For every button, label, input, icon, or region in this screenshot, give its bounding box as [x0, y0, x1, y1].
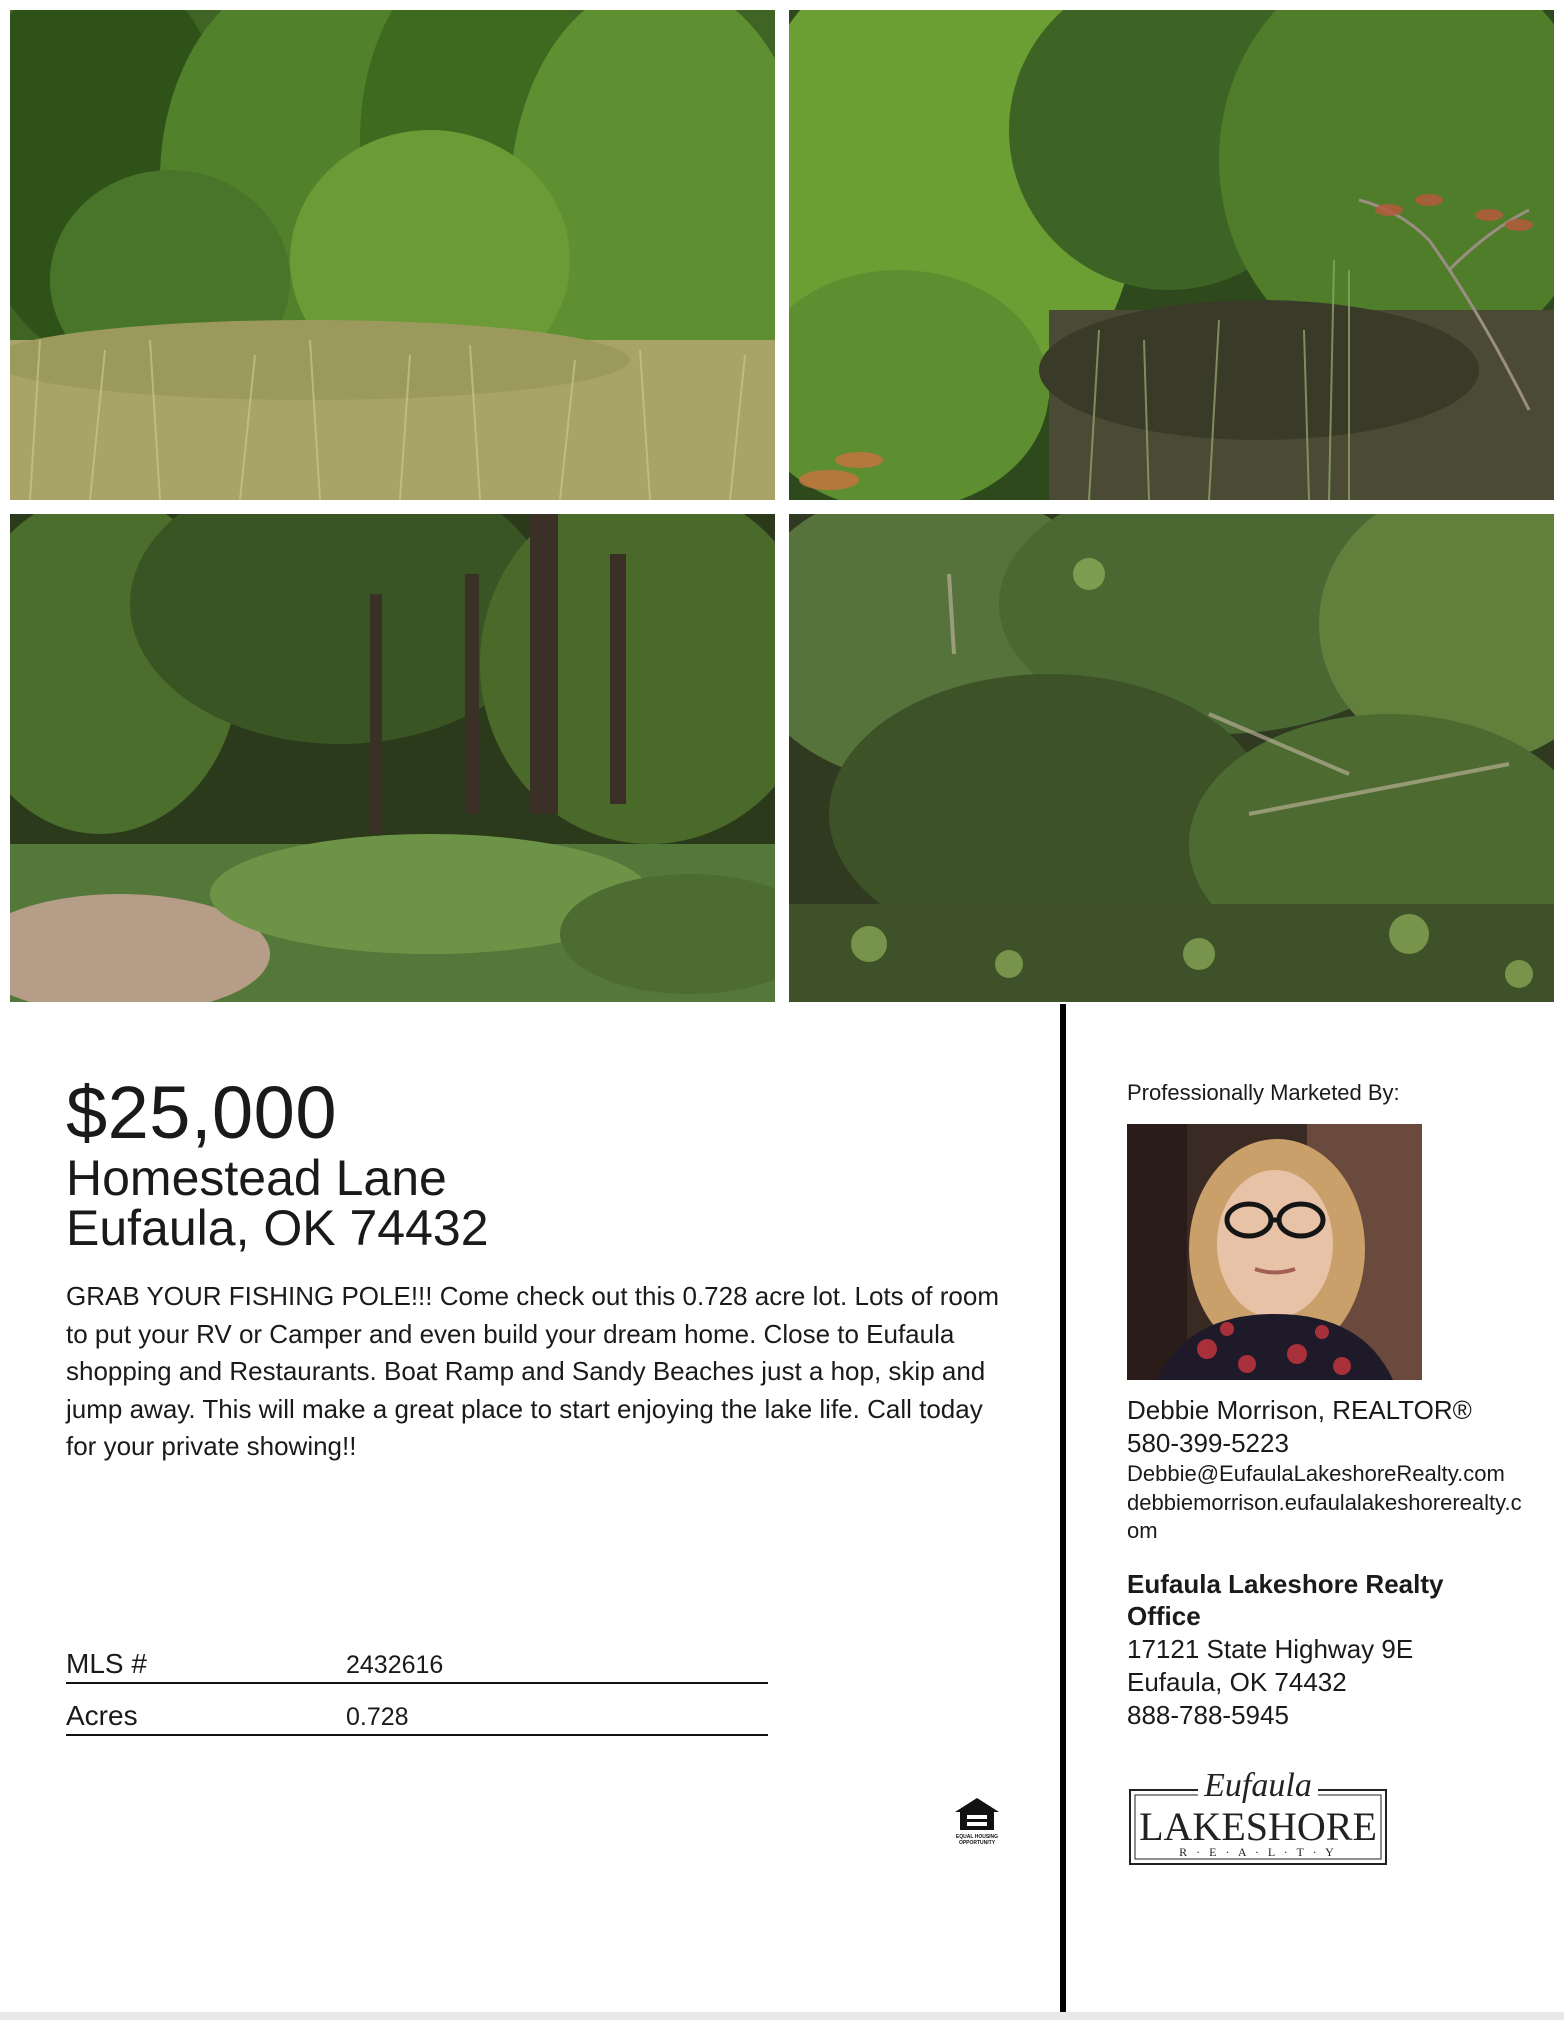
brokerage-logo — [1128, 1758, 1388, 1868]
property-photo-4 — [789, 514, 1554, 1002]
equal-housing-opportunity-icon — [952, 1796, 1002, 1846]
logo-script: Eufaula — [1204, 1767, 1312, 1804]
listing-price: $25,000 — [66, 1071, 337, 1154]
property-photo-3 — [10, 514, 775, 1002]
address-street: Homestead Lane — [66, 1150, 447, 1206]
fact-value: 2432616 — [346, 1651, 444, 1679]
fact-row-mls — [66, 1632, 768, 1684]
agent-name: Debbie Morrison, REALTOR® — [1127, 1395, 1472, 1425]
logo-sub: R · E · A · L · T · Y — [1179, 1845, 1337, 1859]
fact-row-acres — [66, 1684, 768, 1736]
eho-text-1: EQUAL HOUSING — [955, 1834, 999, 1840]
property-photo-1 — [10, 10, 775, 500]
agent-photo — [1127, 1124, 1422, 1380]
listing-description: GRAB YOUR FISHING POLE!!! Come check out this 0.728 acre lot. Lots of room to put your RV or Camper and even build your dream home. Close to Eufaula shopping and Restaurants. Boat Ramp and Sandy Beaches just a hop, skip and jump away. This will make a great place to start enjoying the lake life. Call today for your private showing!! — [66, 1281, 999, 1461]
logo-main: LAKESHORE — [1139, 1804, 1377, 1849]
address-city: Eufaula, OK 74432 — [66, 1200, 489, 1256]
fact-value: 0.728 — [346, 1703, 409, 1731]
page-bottom-strip — [0, 2012, 1564, 2020]
office-name: Eufaula Lakeshore Realty Office — [1127, 1569, 1444, 1631]
agent-email[interactable]: Debbie@EufaulaLakeshoreRealty.com — [1127, 1461, 1505, 1486]
fact-label: Acres — [66, 1700, 138, 1731]
column-divider — [1060, 1004, 1066, 2012]
agent-phone[interactable]: 580-399-5223 — [1127, 1428, 1289, 1458]
office-street: 17121 State Highway 9E — [1127, 1634, 1414, 1664]
marketed-by-label: Professionally Marketed By: — [1127, 1080, 1400, 1105]
office-city: Eufaula, OK 74432 — [1127, 1667, 1347, 1697]
eho-text-2: OPPORTUNITY — [958, 1840, 996, 1846]
office-phone[interactable]: 888-788-5945 — [1127, 1700, 1289, 1730]
property-photo-2 — [789, 10, 1554, 500]
agent-website[interactable]: debbiemorrison.eufaulalakeshorerealty.com — [1127, 1490, 1522, 1543]
fact-label: MLS # — [66, 1648, 147, 1679]
